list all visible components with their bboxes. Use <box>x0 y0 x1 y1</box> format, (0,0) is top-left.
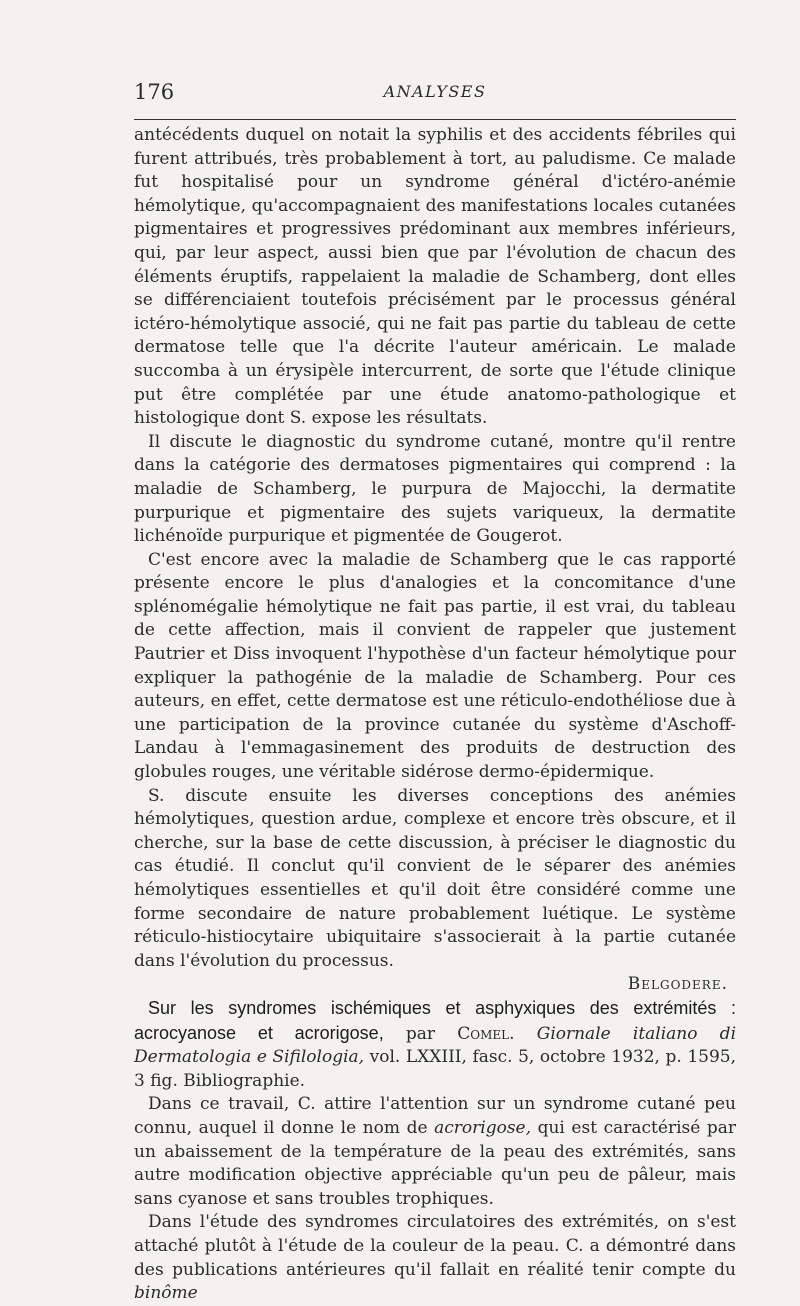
continued-paragraph: antécédents duquel on notait la syphilis et des accidents fébriles qui furent attribués, très probablement à tort, au paludisme. Ce malade fut hospitalisé pour un syndrome général d'ictéro-anémie hémolytique, qu'accompagnaient des manifestations locales cutanées pigmentaires et progressives prédominant aux membres inférieurs, qui, par leur aspect, aussi bien que par l'évolution de chacun des éléments éruptifs, rappelaient la maladie de Schamberg, dont elles se différenciaient toutefois précisément par le processus général ictéro-hémolytique associé, qui ne fait pas partie du tableau de cette dermatose telle que l'a décrite l'auteur américain. Le malade succomba à un érysipèle intercurrent, de sorte que l'étude clinique put être complétée par une étude anatomo-pathologique et histologique dont S. expose les résultats. <box>134 125 736 429</box>
page-body <box>134 124 736 1306</box>
article-details: vol. LXXIII, fasc. 5, octobre 1932, p. 1595, 3 fig. Bibliographie. <box>134 1047 737 1091</box>
running-title: ANALYSES <box>383 82 487 101</box>
text: qui est caractérisé par un abaissement de la température de la peau des extrémités, sans autre modification objective appréciable qu'un peu de pâleur, mais sans cyanose et sans troubles trophiques. <box>134 1117 737 1209</box>
paragraph: Il discute le diagnostic du syndrome cutané, montre qu'il rentre dans la catégorie des dermatoses pigmentaires qui comprend : la maladie de Schamberg, le purpura de Majocchi, la dermatite purpurique et pigmentaire des sujets variqueux, la dermatite lichénoïde purpurique et pigmentée de Gougerot. <box>134 431 736 547</box>
article-author: Comel. <box>457 1023 515 1044</box>
page-number: 176 <box>134 80 175 104</box>
text: Dans ce travail, C. attire l'attention sur un syndrome cutané peu connu, auquel il donne le nom de <box>134 1094 736 1138</box>
paragraph <box>134 1093 736 1211</box>
article-journal: Giornale italiano di Dermatologia e Sifilologia, <box>134 1023 737 1068</box>
header-rule <box>134 119 736 120</box>
paragraph <box>134 1211 736 1305</box>
article-heading <box>134 997 736 1093</box>
term: binôme <box>134 1283 198 1304</box>
reviewer-signature: Belgodere. <box>627 974 728 995</box>
page-header <box>134 80 736 110</box>
paragraph: S. discute ensuite les diverses conceptions des anémies hémolytiques, question ardue, complexe et encore très obscure, et il cherche, sur la base de cette discussion, à préciser le diagnostic du cas étudié. Il conclut qu'il convient de le séparer des anémies hémolytiques essentielles et qu'il doit être considéré comme une forme secondaire de nature probablement luétique. Le système réticulo-histiocytaire ubiquitaire s'associerait à la partie cutanée dans l'évolution du processus. <box>134 785 736 971</box>
term: acrorigose, <box>434 1117 532 1138</box>
paragraph: C'est encore avec la maladie de Schamberg que le cas rapporté présente encore le plus d'analogies et la concomitance d'une splénomégalie hémolytique ne fait pas partie, il est vrai, du tableau de cette affection, mais il convient de rappeler que justement Pautrier et Diss invoquent l'hypothèse d'un facteur hémolytique pour expliquer la pathogénie de la maladie de Schamberg. Pour ces auteurs, en effet, cette dermatose est une réticulo-endothéliose due à une participation de la province cutanée du système d'Aschoff-Landau à l'emmagasinement des produits de destruction des globules rouges, une véritable sidérose dermo-épidermique. <box>134 549 736 783</box>
article-by: par <box>405 1023 436 1044</box>
text: Dans l'étude des syndromes circulatoires des extrémités, on s'est attaché plutôt à l'étude de la couleur de la peau. C. a démontré dans des publications antérieures qu'il fallait en réalité tenir compte du <box>134 1212 736 1280</box>
article-title: Sur les syndromes ischémiques et asphyxiques des extrémités : acrocyanose et acrorigose, <box>134 997 736 1043</box>
